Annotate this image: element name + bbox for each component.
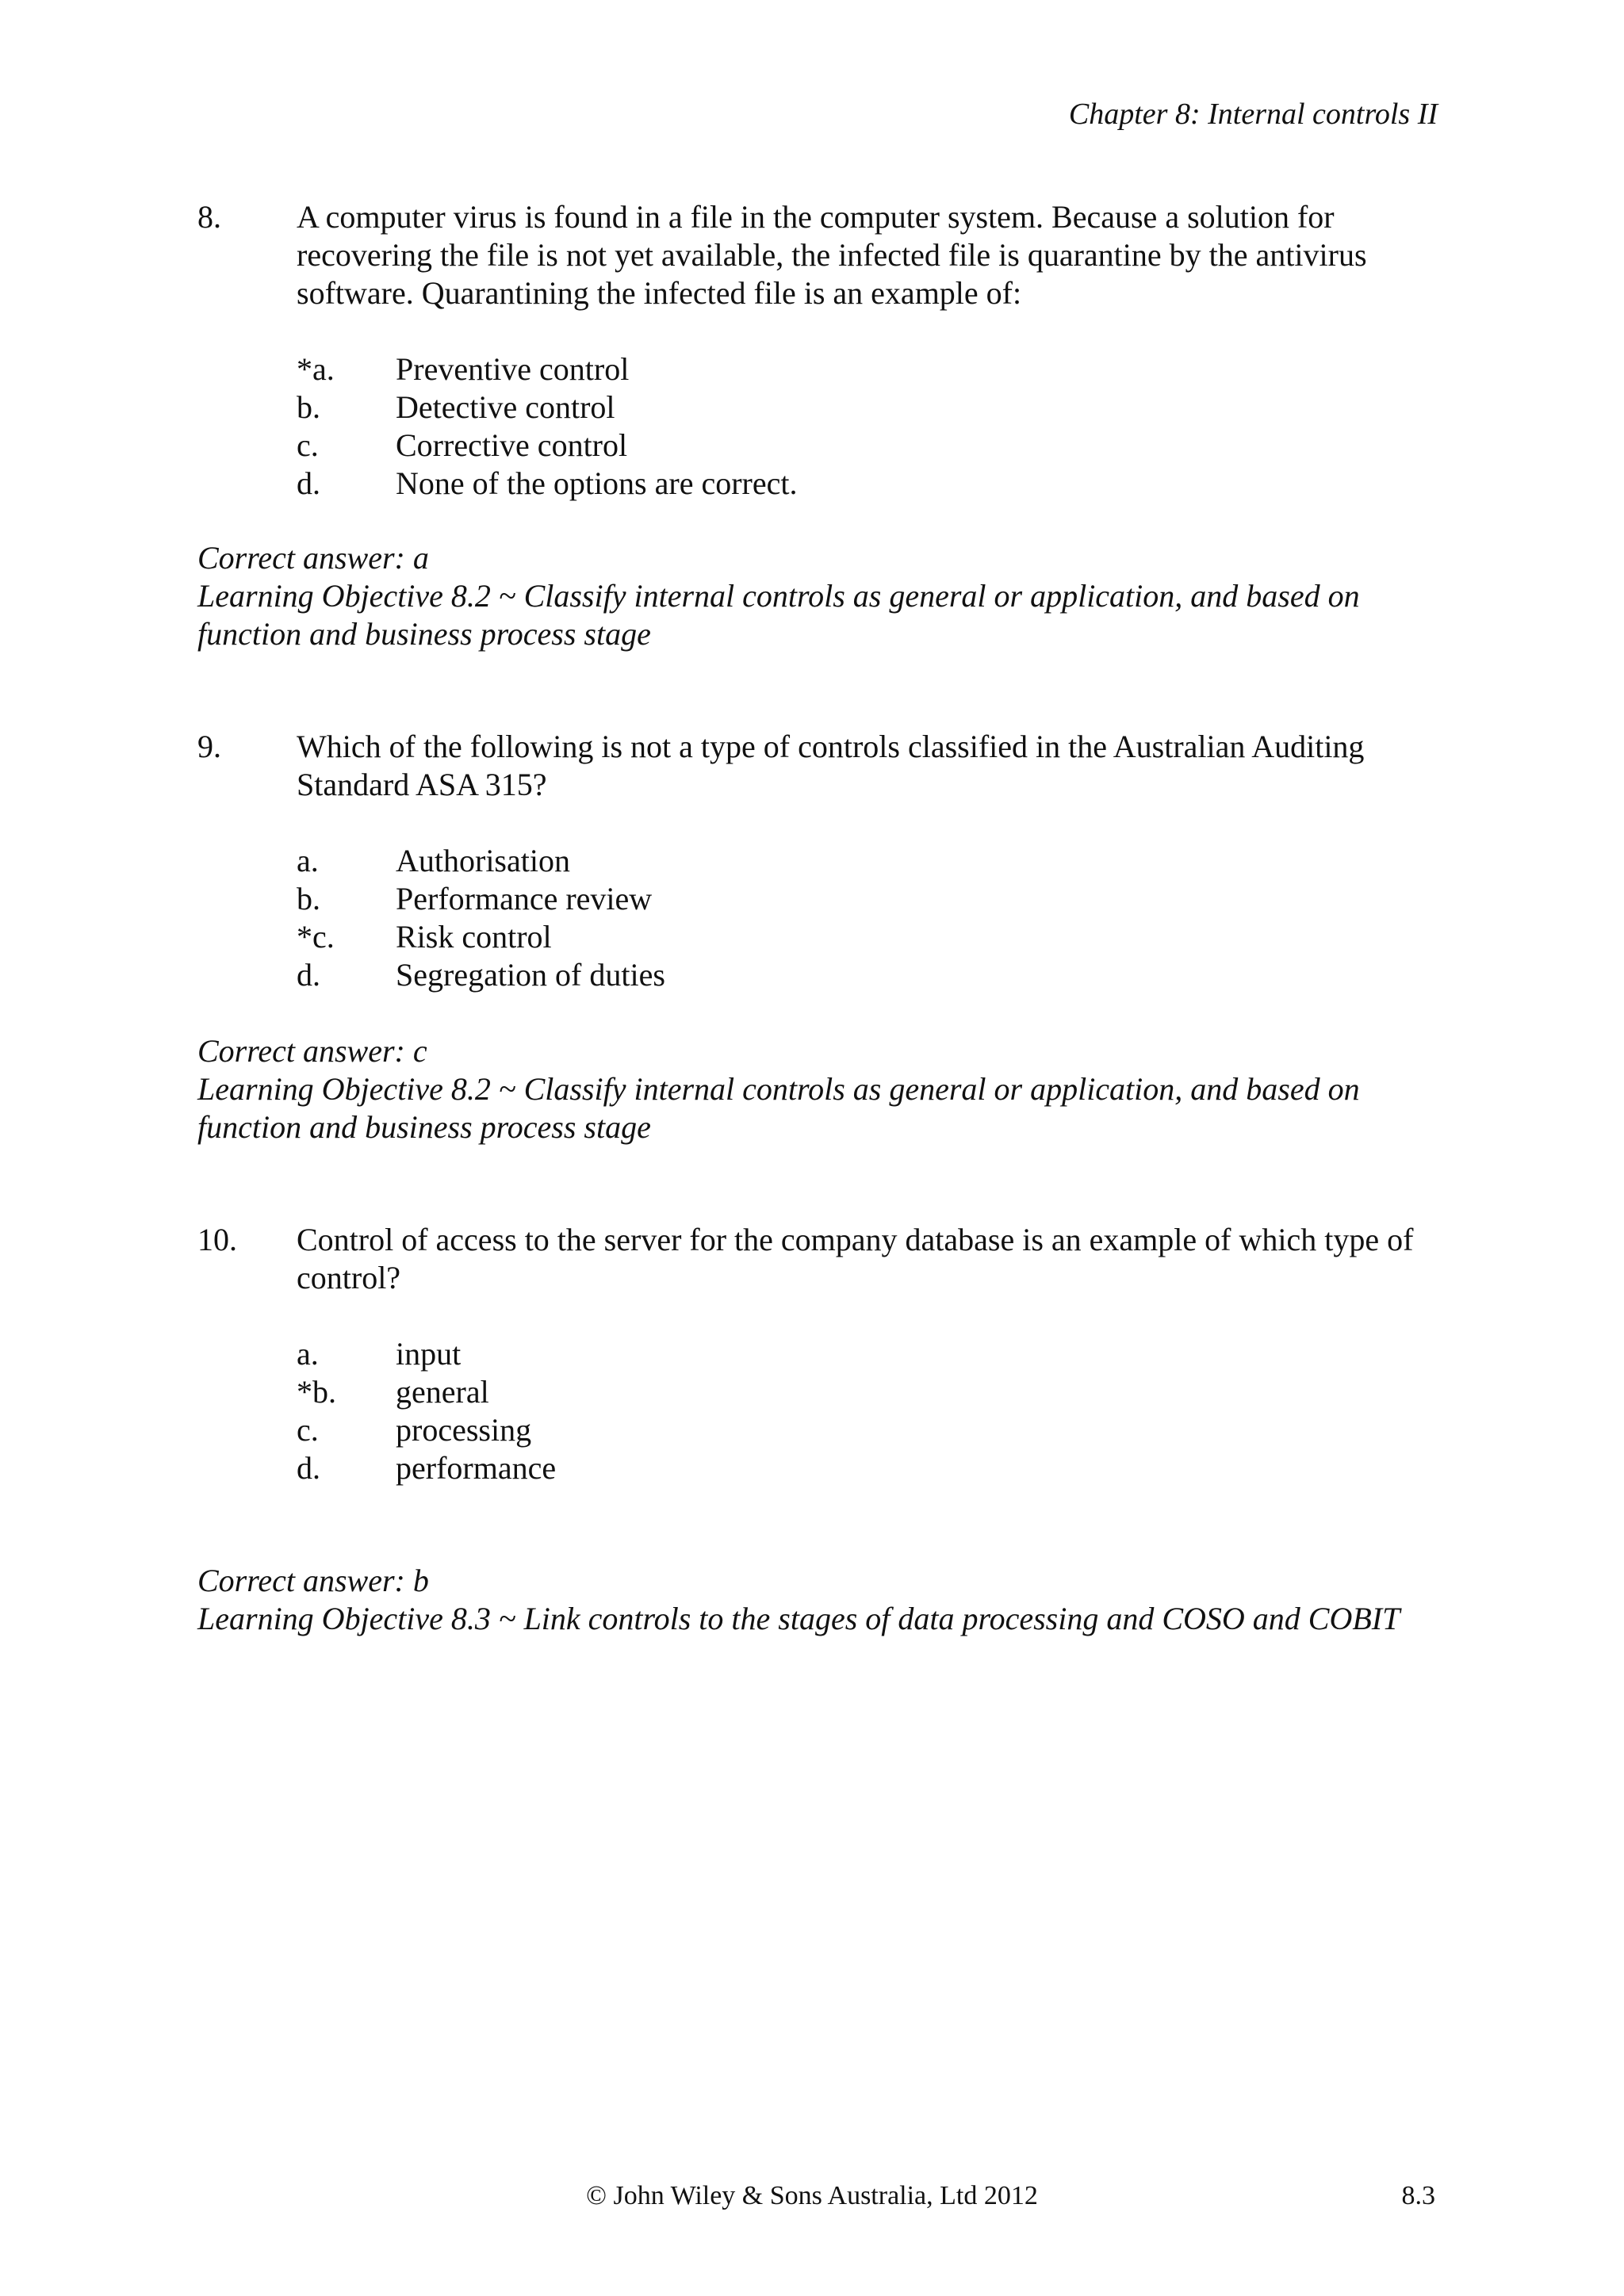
- option-letter: c.: [297, 1412, 319, 1448]
- option-text: Corrective control: [396, 427, 628, 463]
- option-text: Performance review: [396, 881, 653, 916]
- option-item: [297, 350, 1434, 388]
- option-letter: b.: [297, 881, 320, 916]
- answer-block-10: [197, 1562, 1434, 1638]
- footer-page-number: 8.3: [1401, 2181, 1435, 2210]
- option-text: processing: [396, 1412, 532, 1448]
- option-item: [297, 918, 1434, 956]
- option-text: Preventive control: [396, 351, 630, 387]
- option-list: [297, 350, 1434, 503]
- option-letter: d.: [297, 1450, 320, 1486]
- option-list: [297, 1335, 1434, 1487]
- option-text: Segregation of duties: [396, 957, 665, 993]
- question-10: [197, 1221, 1434, 1487]
- option-letter: a.: [297, 843, 319, 878]
- learning-objective: Learning Objective 8.2 ~ Classify internal controls as general or application, and based on function and business process stage: [197, 1071, 1360, 1145]
- running-header: Chapter 8: Internal controls II: [1068, 98, 1438, 131]
- option-text: Risk control: [396, 919, 552, 955]
- option-text: input: [396, 1336, 462, 1372]
- option-letter: *a.: [297, 351, 335, 387]
- question-text: Control of access to the server for the company database is an example of which type of control?: [297, 1222, 1414, 1295]
- option-item: [297, 388, 1434, 427]
- question-text: Which of the following is not a type of controls classified in the Australian Auditing Standard ASA 315?: [297, 729, 1365, 802]
- answer-block-8: [197, 539, 1434, 653]
- option-item: [297, 1373, 1434, 1411]
- question-text: A computer virus is found in a file in the computer system. Because a solution for recovering the file is not yet available, the infected file is quarantine by the antivirus software. Quarantining the infected file is an example of:: [297, 199, 1367, 311]
- option-text: Detective control: [396, 389, 615, 425]
- option-item: [297, 880, 1434, 918]
- option-text: Authorisation: [396, 843, 570, 878]
- option-letter: d.: [297, 957, 320, 993]
- correct-answer: Correct answer: c: [197, 1033, 427, 1069]
- option-item: [297, 1411, 1434, 1449]
- question-number: 8.: [197, 199, 221, 235]
- question-8: [197, 198, 1434, 503]
- option-text: None of the options are correct.: [396, 465, 798, 501]
- footer-copyright: © John Wiley & Sons Australia, Ltd 2012: [586, 2181, 1038, 2210]
- option-item: [297, 465, 1434, 503]
- option-letter: c.: [297, 427, 319, 463]
- option-letter: b.: [297, 389, 320, 425]
- learning-objective: Learning Objective 8.3 ~ Link controls to the stages of data processing and COSO and COBIT: [197, 1601, 1400, 1636]
- learning-objective: Learning Objective 8.2 ~ Classify internal controls as general or application, and based on function and business process stage: [197, 578, 1360, 652]
- option-list: [297, 842, 1434, 994]
- option-item: [297, 1449, 1434, 1487]
- option-letter: *c.: [297, 919, 335, 955]
- question-number: 9.: [197, 729, 221, 764]
- question-number: 10.: [197, 1222, 237, 1257]
- option-text: performance: [396, 1450, 557, 1486]
- option-text: general: [396, 1374, 489, 1410]
- correct-answer: Correct answer: b: [197, 1563, 429, 1598]
- option-item: [297, 956, 1434, 994]
- option-letter: d.: [297, 465, 320, 501]
- option-letter: *b.: [297, 1374, 336, 1410]
- answer-block-9: [197, 1032, 1434, 1146]
- option-letter: a.: [297, 1336, 319, 1372]
- option-item: [297, 427, 1434, 465]
- option-item: [297, 842, 1434, 880]
- correct-answer: Correct answer: a: [197, 540, 429, 576]
- option-item: [297, 1335, 1434, 1373]
- question-9: [197, 728, 1434, 994]
